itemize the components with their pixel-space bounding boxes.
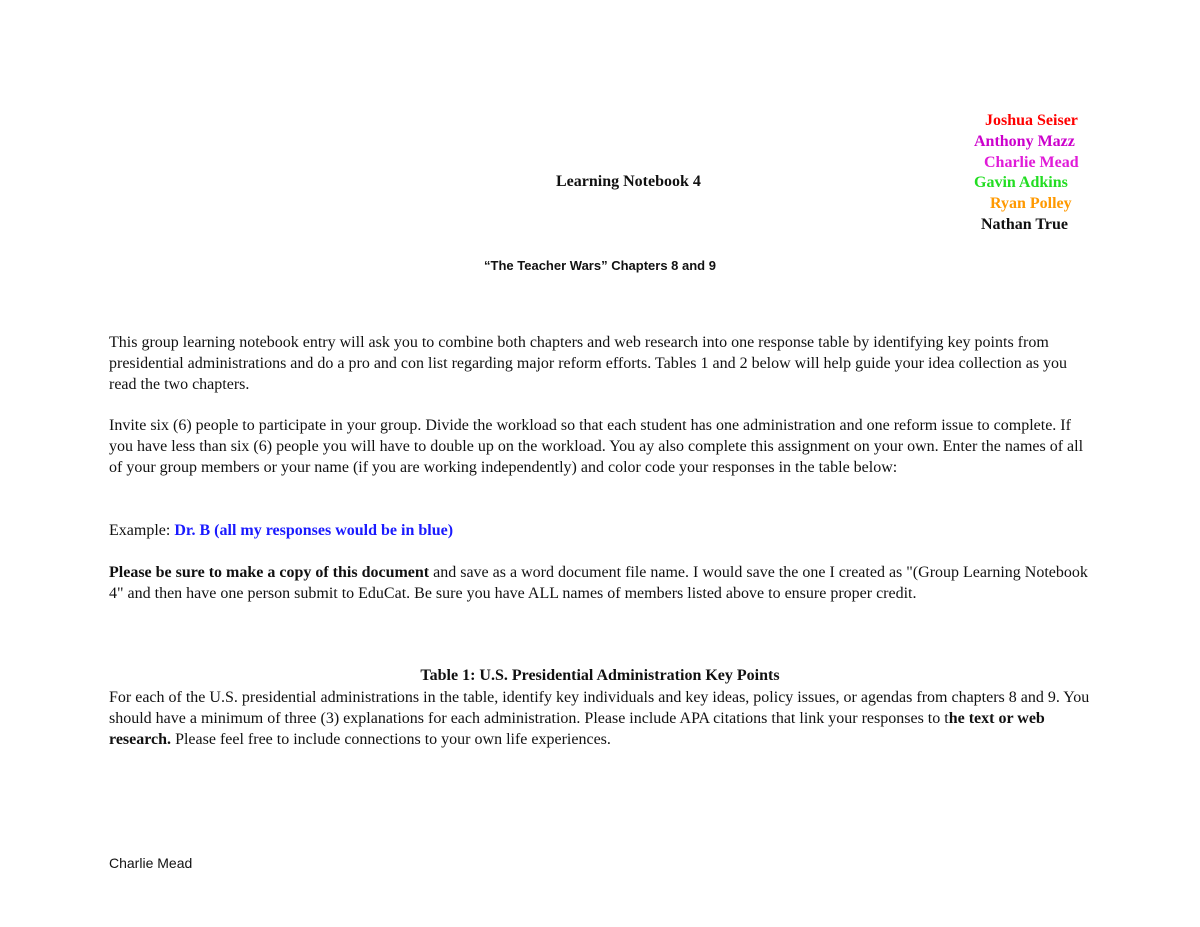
member-name: Nathan True (981, 215, 1068, 233)
copy-instructions-paragraph (109, 563, 1094, 605)
instructions-text: Invite six (6) people to participate in your group. Divide the workload so that each student has one administration and one reform issue to complete. If you have less than six (6) people you will have to double up on the workload. You ay also complete this assignment on your own. Enter the names of all of your group members or your name (if you are working independently) and color code your responses in the table below: (109, 417, 1084, 476)
table-instructions-text-end: Please feel free to include connections to your own life experiences. (171, 730, 611, 748)
group-members-list (960, 111, 1079, 236)
subtitle: “The Teacher Wars” Chapters 8 and 9 (484, 258, 716, 273)
table-instructions-paragraph (109, 688, 1094, 750)
member-name: Anthony Mazz (974, 132, 1075, 150)
page-title: Learning Notebook 4 (556, 173, 701, 190)
member-name: Gavin Adkins (974, 174, 1068, 192)
copy-instructions-bold: Please be sure to make a copy of this document (109, 564, 430, 581)
instructions-paragraph (109, 416, 1094, 478)
example-highlight: Dr. B (all my responses would be in blue) (174, 522, 454, 539)
member-name: Joshua Seiser (985, 112, 1078, 129)
intro-text: This group learning notebook entry will ask you to combine both chapters and web research into one response table by identifying key points from presidential administrations and do a pro and con list regarding major reform efforts. Tables 1 and 2 below will help guide your idea collection as you read the two chapters. (109, 334, 1068, 393)
table-instructions-text: For each of the U.S. presidential administrations in the table, identify key individuals and key ideas, policy issues, or agendas from chapters 8 and 9. You should have a minimum of three (3) explanations for each administration. Please include APA citations that link your responses to t (109, 689, 1090, 727)
table-title: Table 1: U.S. Presidential Administration Key Points (420, 667, 780, 684)
member-name: Ryan Polley (990, 195, 1072, 213)
page-footer: Charlie Mead (109, 855, 193, 871)
example-label: Example: (109, 522, 175, 539)
table-instructions-bold: he text or web research. (109, 709, 1045, 748)
copy-instructions-text: and save as a word document file name. I would save the one I created as "(Group Learning Notebook 4" and then have one person submit to EduCat. Be sure you have ALL names of members listed above to ensure proper credit. (109, 564, 1088, 602)
intro-paragraph (109, 333, 1094, 395)
member-name: Charlie Mead (984, 153, 1079, 171)
example-paragraph (109, 521, 1094, 542)
